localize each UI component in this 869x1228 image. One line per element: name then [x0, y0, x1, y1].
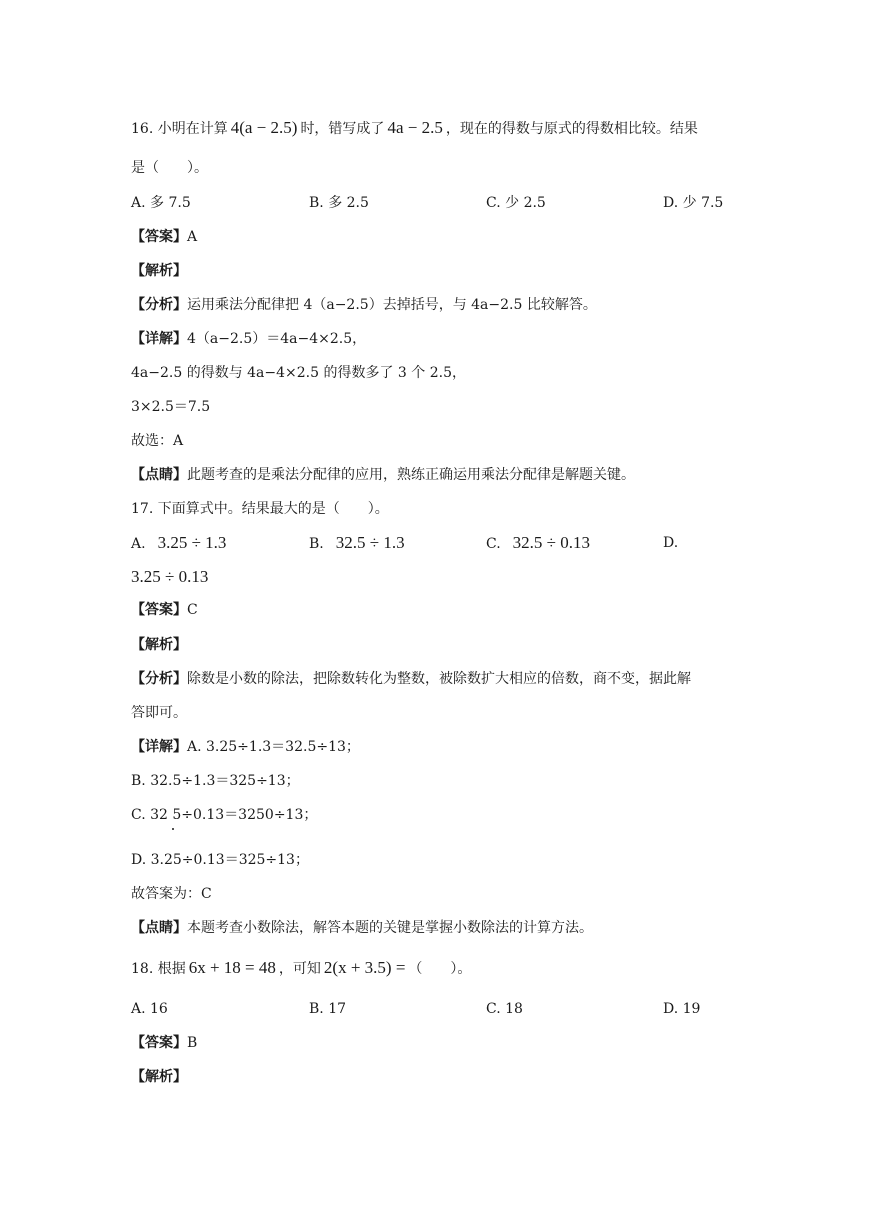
q17-option-b-expr: 32.5 ÷ 1.3: [335, 533, 405, 552]
q16-fenxi-text: 运用乘法分配律把 4（a−2.5）去掉括号，与 4a−2.5 比较解答。: [187, 297, 597, 313]
q17-xiangjie-text: A. 3.25÷1.3＝32.5÷13；: [187, 739, 360, 755]
q18-expr-1: 6x + 18 = 48: [188, 958, 276, 977]
q16-stem-mid: 时，错写成了: [300, 121, 385, 137]
q16-dianjing-text: 此题考查的是乘法分配律的应用，熟练正确运用乘法分配律是解题关键。: [187, 467, 635, 483]
q16-answer: [131, 227, 197, 247]
q17-answer-value: C: [187, 602, 198, 618]
q18-analysis-tag: 【解析】: [131, 1069, 187, 1085]
q17-option-a-expr: 3.25 ÷ 1.3: [157, 533, 227, 552]
q17-stem: 17. 下面算式中。结果最大的是（ ）。: [131, 501, 389, 517]
q17-xiangjie: [131, 737, 360, 757]
stray-dot-mark: [172, 828, 174, 830]
q18-option-c: C. 18: [486, 1001, 523, 1017]
q16-analysis-tag: 【解析】: [131, 263, 187, 279]
q17-solution-line-c: C. 32 5÷0.13＝3250÷13；: [131, 807, 318, 823]
q17-dianjing: [131, 918, 593, 938]
q16-xiangjie: [131, 329, 366, 349]
q17-option-d-label: D.: [663, 535, 679, 551]
q17-option-c: [486, 533, 590, 554]
q16-xiangjie-tag: 【详解】: [131, 331, 187, 347]
q17-analysis-tag: 【解析】: [131, 637, 187, 653]
q16-xiangjie-text: 4（a−2.5）＝4a−4×2.5，: [187, 331, 367, 347]
q16-dianjing: [131, 465, 635, 485]
q17-fenxi-text: 除数是小数的除法，把除数转化为整数，被除数扩大相应的倍数，商不变，据此解: [187, 671, 691, 687]
q18-stem-post: （ ）。: [408, 961, 472, 977]
q17-option-b: [309, 533, 405, 554]
q16-fenxi-tag: 【分析】: [131, 297, 187, 313]
q17-option-b-label: B.: [309, 536, 324, 552]
q18-option-b: B. 17: [309, 1001, 347, 1017]
q17-xiangjie-tag: 【详解】: [131, 739, 187, 755]
q17-option-a: [131, 533, 226, 554]
q18-stem-pre: 18. 根据: [131, 961, 186, 977]
q16-expr-2: 4a − 2.5: [387, 118, 443, 137]
q16-solution-line-2: 4a−2.5 的得数与 4a−4×2.5 的得数多了 3 个 2.5，: [131, 365, 467, 381]
q16-dianjing-tag: 【点睛】: [131, 467, 187, 483]
q16-option-c: C. 少 2.5: [486, 195, 546, 211]
q17-fenxi-tag: 【分析】: [131, 671, 187, 687]
q16-expr-1: 4(a − 2.5): [230, 118, 298, 137]
q17-fenxi-line-2: 答即可。: [131, 705, 187, 721]
q18-option-a: A. 16: [131, 1001, 168, 1017]
q17-fenxi: [131, 669, 691, 689]
q16-stem-line2: 是（ ）。: [131, 160, 208, 176]
q16-stem-post: ，现在的得数与原式的得数相比较。结果: [445, 121, 698, 137]
q17-dianjing-tag: 【点睛】: [131, 920, 187, 936]
q16-answer-value: A: [187, 229, 198, 245]
q17-conclusion: 故答案为：C: [131, 886, 212, 902]
q16-answer-tag: 【答案】: [131, 229, 187, 245]
q16-solution-line-3: 3×2.5＝7.5: [131, 399, 211, 415]
q17-option-c-label: C.: [486, 536, 501, 552]
q17-dianjing-text: 本题考查小数除法，解答本题的关键是掌握小数除法的计算方法。: [187, 920, 593, 936]
q18-option-d: D. 19: [663, 1001, 701, 1017]
q16-option-d: D. 少 7.5: [663, 195, 724, 211]
q16-solution-line-4: 故选：A: [131, 433, 184, 449]
q18-expr-2: 2(x + 3.5) =: [323, 958, 406, 977]
q17-solution-line-b: B. 32.5÷1.3＝325÷13；: [131, 773, 300, 789]
q16-stem: [131, 118, 698, 139]
q16-fenxi: [131, 295, 597, 315]
q16-option-b: B. 多 2.5: [309, 195, 369, 211]
q18-stem: [131, 958, 471, 979]
q17-answer-tag: 【答案】: [131, 602, 187, 618]
q16-option-a: A. 多 7.5: [131, 195, 191, 211]
q18-answer-tag: 【答案】: [131, 1035, 187, 1051]
q17-option-a-label: A.: [131, 536, 146, 552]
q17-option-c-expr: 32.5 ÷ 0.13: [512, 533, 591, 552]
q18-stem-mid: ，可知: [278, 961, 321, 977]
q18-answer: [131, 1033, 197, 1053]
q16-stem-pre: 16. 小明在计算: [131, 121, 228, 137]
q17-solution-line-d: D. 3.25÷0.13＝325÷13；: [131, 852, 309, 868]
q17-answer: [131, 600, 198, 620]
q18-answer-value: B: [187, 1035, 198, 1051]
q17-option-d-expr: 3.25 ÷ 0.13: [131, 567, 209, 586]
